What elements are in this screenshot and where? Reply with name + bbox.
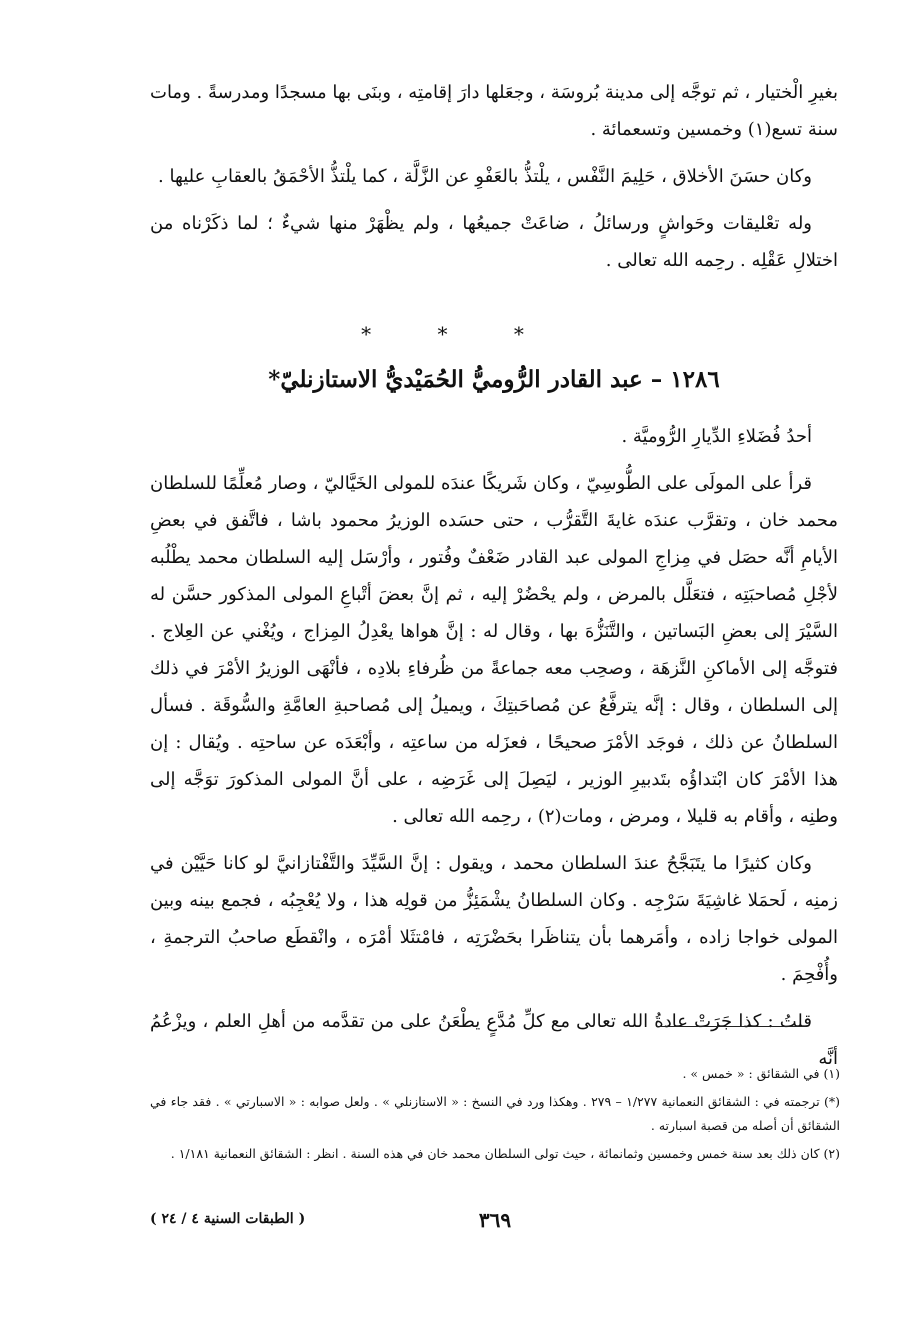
footnote: (١) في الشقائق : « خمس » .: [682, 1066, 840, 1081]
entry-heading: ١٢٨٦ – عبد القادر الرُّوميُّ الحُمَيْديُّ الاستازنليّ*: [268, 366, 720, 393]
paragraph: وكان حسَنَ الأخلاق ، حَلِيمَ النَّفْس ، يلْتذُّ بالعَفْوِ عن الزَّلَّة ، كما يلْتذُّ الأحْمَقُ بالعقابِ عليها .: [158, 166, 812, 187]
paragraph: وكان كثيرًا ما يتَبَجَّحُ عندَ السلطان محمد ، ويقول : إنَّ السَّيِّدَ والتَّفْتازانيَّ لو كانا حَيَّيْن في زمنِه ، لَحمَلا غاشِيَةَ سَرْجِه . وكان السلطانُ يشْمَئِزُّ من قولِه هذا ، ولا يُعْجِبُه ، فجمع بينه وبين المولى خواجا زاده ، وأمَرهما بأن يتناظَرا بحَضْرَتِه ، فامْتثَلا أمْرَه ، وانْقطَع صاحبُ الترجمةِ ، وأُفْحِمَ .: [150, 853, 838, 985]
page-footer: [150, 1208, 840, 1238]
section-continuation: [150, 74, 838, 289]
paragraph: أحدُ فُضَلاءِ الدِّيارِ الرُّوميَّة .: [621, 426, 812, 447]
footnote-divider: [657, 1026, 807, 1027]
paragraph: وله تعْليقات وحَواشٍ ورسائلُ ، ضاعَتْ جميعُها ، ولم يظْهَرْ منها شيءٌ ؛ لما ذكَرْناه من اختلالِ عَقْلِه . رحِمه الله تعالى .: [150, 213, 838, 271]
source-reference: ( الطبقات السنية ٤ / ٢٤ ): [150, 1211, 306, 1227]
footnote: (٢) كان ذلك بعد سنة خمس وخمسين وثمانمائة ، حيث تولى السلطان محمد خان في هذه السنة . انظر : الشقائق النعمانية ١/١٨١ .: [170, 1146, 840, 1161]
paragraph: قلتُ : كذا جَرَتْ عادةُ الله تعالى مع كلِّ مُدَّعٍ يطْعَنُ على من تقدَّمه من أهلِ العلم ، ويزْعُمُ أنَّه: [150, 1011, 838, 1069]
page-number: ٣٦٩: [478, 1208, 512, 1232]
footnotes: [150, 1062, 840, 1170]
paragraph: بغيرِ الْختيار ، ثم توجَّه إلى مدينة بُروسَة ، وجعَلها دارَ إقامتِه ، وبنَى بها مسجدًا ومدرسةً . ومات سنة تسع(١) وخمسين وتسعمائة .: [150, 82, 838, 140]
entry-body: [150, 418, 838, 1087]
paragraph: قرأ على المولَى على الطُّوسِيّ ، وكان شَريكًا عندَه للمولى الخَيَّاليّ ، وصار مُعلِّمًا للسلطان محمد خان ، وتقرَّب عندَه غايةَ التَّقرُّب ، حتى حسَده الوزيرُ محمود باشا ، فاتَّفق في بعضِ الأيامِ أنَّه حصَل في مِزاجِ المولى عبد القادر ضَعْفٌ وفُتور ، وأرْسَل إليه السلطان محمد يطْلُبه لأجْلِ مُصاحبَتِه ، فتعَلَّل بالمرض ، ولم يحْضُرْ إليه ، ثم إنَّ بعضَ أتْباعِ المولى المذكور حسَّن له السَّيْرَ إلى بعضِ البَساتين ، والتَّنَزُّهَ بها ، وقال له : إنَّ هواها يعْدِلُ المِزاج ، ويُغْني عن العِلاج . فتوجَّه إلى الأماكنِ النَّزهَة ، وصحِب معه جماعةً من ظُرفاءِ بلادِه ، فأنْهَى الوزيرُ الأمْرَ في ذلك إلى السلطان ، وقال : إنَّه يترفَّعُ عن مُصاحَبتِكَ ، ويميلُ إلى مُصاحبةِ العامَّةِ والسُّوقَة . فسأل السلطانُ عن ذلك ، فوجَد الأمْرَ صحيحًا ، فعزَله من ساعتِه ، وأبْعَدَه عن ساحتِه . ويُقال : إن هذا الأمْرَ كان ابْتداؤُه بتَدبيرِ الوزير ، ليَصِلَ إلى غَرَضِه ، على أنَّ المولى المذكورَ توَجَّه إلى وطنِه ، وأقام به قليلا ، ومرض ، ومات(٢) ، رحِمه الله تعالى .: [150, 473, 838, 827]
footnote: (*) ترجمته في : الشقائق النعمانية ١/٢٧٧ – ٢٧٩ . وهكذا ورد في النسخ : « الاستازنلي » . ولعل صوابه : « الاسبارتي » . فقد جاء في الشقائق أن أصله من قصبة اسبارته .: [150, 1094, 841, 1133]
section-separator: * * *: [361, 322, 554, 346]
